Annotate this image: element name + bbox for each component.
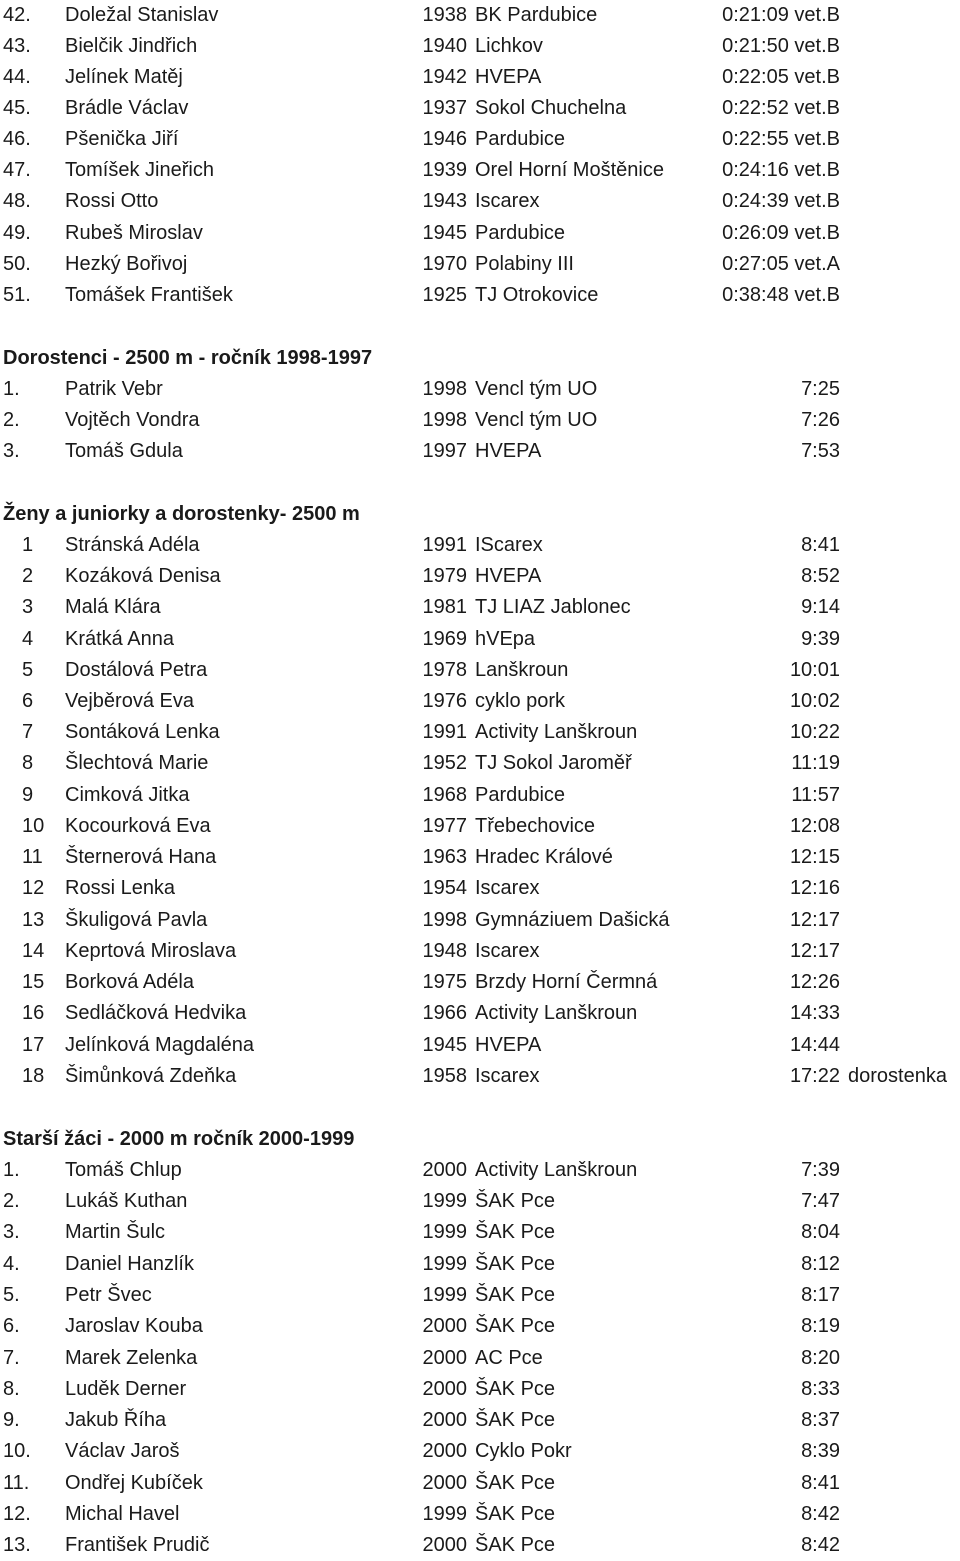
name-cell: Rubeš Miroslav [65, 222, 203, 244]
rank-cell: 10 [22, 815, 45, 837]
club-cell: Vencl tým UO [475, 409, 598, 431]
club-cell: AC Pce [475, 1347, 543, 1369]
time-cell: 8:17 [801, 1284, 840, 1306]
result-row [0, 1280, 960, 1311]
time-cell: 8:12 [801, 1253, 840, 1275]
year-cell: 1998 [422, 378, 467, 400]
name-cell: Jelínková Magdaléna [65, 1034, 255, 1056]
rank-cell: 6. [3, 1315, 20, 1337]
result-row [0, 561, 960, 592]
time-cell: 8:41 [801, 534, 840, 556]
time-cell: 14:44 [789, 1034, 840, 1056]
time-cell: 10:02 [789, 690, 840, 712]
time-cell: 8:20 [801, 1347, 840, 1369]
result-row [0, 686, 960, 717]
name-cell: Marek Zelenka [65, 1347, 198, 1369]
name-cell: Luděk Derner [65, 1378, 187, 1400]
time-cell: 0:22:55 vet.B [722, 128, 840, 150]
year-cell: 1968 [422, 784, 467, 806]
name-cell: Pšenička Jiří [65, 128, 179, 150]
year-cell: 2000 [422, 1159, 467, 1181]
result-row [0, 1061, 960, 1092]
rank-cell: 9 [22, 784, 34, 806]
rank-cell: 13. [3, 1534, 31, 1556]
result-row [0, 905, 960, 936]
result-row [0, 155, 960, 186]
name-cell: Doležal Stanislav [65, 4, 219, 26]
year-cell: 1966 [422, 1002, 467, 1024]
name-cell: Kocourková Eva [65, 815, 211, 837]
result-row [0, 405, 960, 436]
year-cell: 1976 [422, 690, 467, 712]
rank-cell: 4 [22, 628, 34, 650]
club-cell: Gymnáziuem Dašická [475, 909, 670, 931]
club-cell: Activity Lanškroun [475, 1002, 638, 1024]
name-cell: Keprtová Miroslava [65, 940, 237, 962]
result-row [0, 93, 960, 124]
club-cell: HVEPA [475, 565, 542, 587]
year-cell: 1970 [422, 253, 467, 275]
name-cell: Martin Šulc [65, 1221, 166, 1243]
rank-cell: 49. [3, 222, 31, 244]
club-cell: Brzdy Horní Čermná [475, 971, 658, 993]
club-cell: Iscarex [475, 1065, 540, 1087]
name-cell: Tomášek František [65, 284, 233, 306]
club-cell: ŠAK Pce [475, 1253, 556, 1275]
name-cell: Jakub Říha [65, 1409, 167, 1431]
rank-cell: 8 [22, 752, 34, 774]
name-cell: Jaroslav Kouba [65, 1315, 203, 1337]
result-row [0, 655, 960, 686]
club-cell: ŠAK Pce [475, 1534, 556, 1556]
rank-cell: 4. [3, 1253, 20, 1275]
time-cell: 0:22:05 vet.B [722, 66, 840, 88]
year-cell: 2000 [422, 1472, 467, 1494]
year-cell: 1925 [422, 284, 467, 306]
rank-cell: 42. [3, 4, 31, 26]
rank-cell: 48. [3, 190, 31, 212]
club-cell: Iscarex [475, 940, 540, 962]
year-cell: 1978 [422, 659, 467, 681]
rank-cell: 15 [22, 971, 45, 993]
name-cell: Daniel Hanzlík [65, 1253, 194, 1275]
time-cell: 0:27:05 vet.A [722, 253, 840, 275]
rank-cell: 1. [3, 378, 20, 400]
time-cell: 8:04 [801, 1221, 840, 1243]
name-cell: Šimůnková Zdeňka [65, 1065, 237, 1087]
name-cell: Sedláčková Hedvika [65, 1002, 247, 1024]
result-row [0, 124, 960, 155]
club-cell: Pardubice [475, 128, 566, 150]
result-row [0, 998, 960, 1029]
time-cell: 8:19 [801, 1315, 840, 1337]
year-cell: 1997 [422, 440, 467, 462]
year-cell: 2000 [422, 1440, 467, 1462]
name-cell: Tomáš Chlup [65, 1159, 182, 1181]
year-cell: 1938 [422, 4, 467, 26]
name-cell: Ondřej Kubíček [65, 1472, 203, 1494]
time-cell: 12:17 [789, 909, 840, 931]
club-cell: IScarex [475, 534, 543, 556]
year-cell: 1945 [422, 222, 467, 244]
club-cell: TJ Otrokovice [475, 284, 599, 306]
time-cell: 0:24:16 vet.B [722, 159, 840, 181]
rank-cell: 11. [3, 1472, 30, 1494]
rank-cell: 50. [3, 253, 31, 275]
name-cell: Petr Švec [65, 1284, 152, 1306]
time-cell: 8:39 [801, 1440, 840, 1462]
time-cell: 17:22 [789, 1065, 840, 1087]
result-row [0, 249, 960, 280]
section-heading: Ženy a juniorky a dorostenky- 2500 m [3, 503, 360, 525]
club-cell: Cyklo Pokr [475, 1440, 572, 1462]
club-cell: Activity Lanškroun [475, 1159, 638, 1181]
result-row [0, 1249, 960, 1280]
time-cell: 7:39 [801, 1159, 840, 1181]
result-row [0, 811, 960, 842]
rank-cell: 14 [22, 940, 45, 962]
name-cell: Vojtěch Vondra [65, 409, 200, 431]
result-row [0, 280, 960, 311]
year-cell: 2000 [422, 1378, 467, 1400]
club-cell: hVEpa [475, 628, 536, 650]
time-cell: 0:26:09 vet.B [722, 222, 840, 244]
result-row [0, 842, 960, 873]
result-row [0, 936, 960, 967]
time-cell: 12:26 [789, 971, 840, 993]
name-cell: Škuligová Pavla [65, 909, 208, 931]
time-cell: 12:08 [789, 815, 840, 837]
year-cell: 1958 [422, 1065, 467, 1087]
time-cell: 12:16 [789, 877, 840, 899]
rank-cell: 3. [3, 440, 20, 462]
year-cell: 1998 [422, 409, 467, 431]
club-cell: ŠAK Pce [475, 1378, 556, 1400]
club-cell: Sokol Chuchelna [475, 97, 627, 119]
year-cell: 1963 [422, 846, 467, 868]
result-row [0, 31, 960, 62]
name-cell: Tomíšek Jineřich [65, 159, 214, 181]
club-cell: Lanškroun [475, 659, 569, 681]
result-row [0, 748, 960, 779]
result-row [0, 624, 960, 655]
time-cell: 9:14 [801, 596, 840, 618]
section-heading: Starší žáci - 2000 m ročník 2000-1999 [3, 1128, 355, 1150]
time-cell: 0:21:50 vet.B [722, 35, 840, 57]
club-cell: Orel Horní Moštěnice [475, 159, 664, 181]
name-cell: František Prudič [65, 1534, 210, 1556]
rank-cell: 13 [22, 909, 45, 931]
club-cell: Polabiny III [475, 253, 574, 275]
name-cell: Vejběrová Eva [65, 690, 194, 712]
time-cell: 8:42 [801, 1503, 840, 1525]
result-row [0, 1155, 960, 1186]
year-cell: 1946 [422, 128, 467, 150]
section-heading: Dorostenci - 2500 m - ročník 1998-1997 [3, 347, 373, 369]
name-cell: Šlechtová Marie [65, 752, 209, 774]
rank-cell: 44. [3, 66, 31, 88]
club-cell: ŠAK Pce [475, 1284, 556, 1306]
year-cell: 2000 [422, 1315, 467, 1337]
rank-cell: 12. [3, 1503, 31, 1525]
result-row [0, 717, 960, 748]
time-cell: 11:19 [791, 752, 840, 774]
year-cell: 1977 [422, 815, 467, 837]
time-cell: 10:01 [789, 659, 840, 681]
club-cell: Iscarex [475, 190, 540, 212]
club-cell: ŠAK Pce [475, 1409, 556, 1431]
club-cell: TJ Sokol Jaroměř [475, 752, 632, 774]
result-row [0, 1436, 960, 1467]
name-cell: Malá Klára [65, 596, 161, 618]
rank-cell: 16 [22, 1002, 45, 1024]
time-cell: 8:52 [801, 565, 840, 587]
club-cell: Pardubice [475, 222, 566, 244]
name-cell: Cimková Jitka [65, 784, 190, 806]
name-cell: Václav Jaroš [65, 1440, 180, 1462]
rank-cell: 1 [22, 534, 34, 556]
year-cell: 1969 [422, 628, 467, 650]
name-cell: Kozáková Denisa [65, 565, 221, 587]
rank-cell: 43. [3, 35, 31, 57]
rank-cell: 3 [22, 596, 34, 618]
time-cell: 12:17 [789, 940, 840, 962]
time-cell: 11:57 [791, 784, 840, 806]
rank-cell: 2 [22, 565, 34, 587]
time-cell: 7:26 [801, 409, 840, 431]
rank-cell: 47. [3, 159, 31, 181]
rank-cell: 51. [3, 284, 31, 306]
result-row [0, 530, 960, 561]
result-row [0, 780, 960, 811]
rank-cell: 45. [3, 97, 31, 119]
year-cell: 1937 [422, 97, 467, 119]
result-row [0, 1186, 960, 1217]
name-cell: Bielčik Jindřich [65, 35, 198, 57]
name-cell: Rossi Lenka [65, 877, 176, 899]
name-cell: Lukáš Kuthan [65, 1190, 188, 1212]
result-row [0, 1343, 960, 1374]
name-cell: Jelínek Matěj [65, 66, 183, 88]
year-cell: 2000 [422, 1409, 467, 1431]
year-cell: 2000 [422, 1347, 467, 1369]
name-cell: Dostálová Petra [65, 659, 208, 681]
club-cell: BK Pardubice [475, 4, 598, 26]
year-cell: 1975 [422, 971, 467, 993]
time-cell: 0:22:52 vet.B [722, 97, 840, 119]
year-cell: 1999 [422, 1190, 467, 1212]
rank-cell: 2. [3, 409, 20, 431]
name-cell: Brádle Václav [65, 97, 189, 119]
year-cell: 1954 [422, 877, 467, 899]
year-cell: 1991 [422, 721, 467, 743]
rank-cell: 2. [3, 1190, 20, 1212]
name-cell: Rossi Otto [65, 190, 159, 212]
result-row [0, 218, 960, 249]
name-cell: Tomáš Gdula [65, 440, 183, 462]
result-row [0, 1405, 960, 1436]
result-row [0, 1499, 960, 1530]
year-cell: 1942 [422, 66, 467, 88]
club-cell: HVEPA [475, 66, 542, 88]
name-cell: Hezký Bořivoj [65, 253, 188, 275]
year-cell: 1939 [422, 159, 467, 181]
result-row [0, 374, 960, 405]
rank-cell: 46. [3, 128, 31, 150]
time-cell: 0:38:48 vet.B [722, 284, 840, 306]
rank-cell: 3. [3, 1221, 20, 1243]
result-row [0, 436, 960, 467]
rank-cell: 8. [3, 1378, 20, 1400]
club-cell: Lichkov [475, 35, 543, 57]
rank-cell: 7 [22, 721, 34, 743]
club-cell: Iscarex [475, 877, 540, 899]
year-cell: 1952 [422, 752, 467, 774]
club-cell: Activity Lanškroun [475, 721, 638, 743]
club-cell: ŠAK Pce [475, 1190, 556, 1212]
name-cell: Šternerová Hana [65, 846, 217, 868]
name-cell: Michal Havel [65, 1503, 180, 1525]
result-row [0, 1217, 960, 1248]
time-cell: 10:22 [789, 721, 840, 743]
year-cell: 2000 [422, 1534, 467, 1556]
name-cell: Borková Adéla [65, 971, 194, 993]
year-cell: 1940 [422, 35, 467, 57]
club-cell: ŠAK Pce [475, 1221, 556, 1243]
rank-cell: 7. [3, 1347, 20, 1369]
result-row [0, 62, 960, 93]
club-cell: HVEPA [475, 1034, 542, 1056]
rank-cell: 18 [22, 1065, 45, 1087]
name-cell: Sontáková Lenka [65, 721, 220, 743]
year-cell: 1999 [422, 1503, 467, 1525]
result-row [0, 1468, 960, 1499]
club-cell: HVEPA [475, 440, 542, 462]
rank-cell: 10. [3, 1440, 31, 1462]
rank-cell: 12 [22, 877, 45, 899]
time-cell: 0:21:09 vet.B [722, 4, 840, 26]
club-cell: ŠAK Pce [475, 1472, 556, 1494]
name-cell: Patrik Vebr [65, 378, 163, 400]
result-row [0, 1530, 960, 1561]
result-row [0, 186, 960, 217]
result-row [0, 0, 960, 31]
club-cell: ŠAK Pce [475, 1315, 556, 1337]
year-cell: 1999 [422, 1284, 467, 1306]
year-cell: 1998 [422, 909, 467, 931]
year-cell: 1991 [422, 534, 467, 556]
club-cell: Třebechovice [475, 815, 596, 837]
club-cell: TJ LIAZ Jablonec [475, 596, 631, 618]
year-cell: 1948 [422, 940, 467, 962]
rank-cell: 6 [22, 690, 34, 712]
time-cell: 8:33 [801, 1378, 840, 1400]
rank-cell: 17 [22, 1034, 45, 1056]
year-cell: 1945 [422, 1034, 467, 1056]
result-row [0, 1374, 960, 1405]
time-cell: 8:37 [801, 1409, 840, 1431]
year-cell: 1943 [422, 190, 467, 212]
rank-cell: 11 [22, 846, 43, 868]
year-cell: 1999 [422, 1253, 467, 1275]
club-cell: Hradec Králové [475, 846, 613, 868]
club-cell: cyklo pork [475, 690, 566, 712]
note-cell: dorostenka [848, 1065, 947, 1087]
time-cell: 7:53 [801, 440, 840, 462]
year-cell: 1981 [422, 596, 467, 618]
year-cell: 1999 [422, 1221, 467, 1243]
result-row [0, 1030, 960, 1061]
time-cell: 7:25 [801, 378, 840, 400]
club-cell: ŠAK Pce [475, 1503, 556, 1525]
name-cell: Krátká Anna [65, 628, 174, 650]
result-row [0, 873, 960, 904]
name-cell: Stránská Adéla [65, 534, 200, 556]
time-cell: 7:47 [801, 1190, 840, 1212]
time-cell: 8:41 [801, 1472, 840, 1494]
rank-cell: 9. [3, 1409, 20, 1431]
rank-cell: 1. [3, 1159, 20, 1181]
year-cell: 1979 [422, 565, 467, 587]
time-cell: 8:42 [801, 1534, 840, 1556]
club-cell: Pardubice [475, 784, 566, 806]
club-cell: Vencl tým UO [475, 378, 598, 400]
result-row [0, 1311, 960, 1342]
time-cell: 14:33 [789, 1002, 840, 1024]
result-row [0, 592, 960, 623]
rank-cell: 5 [22, 659, 34, 681]
time-cell: 9:39 [801, 628, 840, 650]
rank-cell: 5. [3, 1284, 20, 1306]
result-row [0, 967, 960, 998]
time-cell: 0:24:39 vet.B [722, 190, 840, 212]
time-cell: 12:15 [789, 846, 840, 868]
